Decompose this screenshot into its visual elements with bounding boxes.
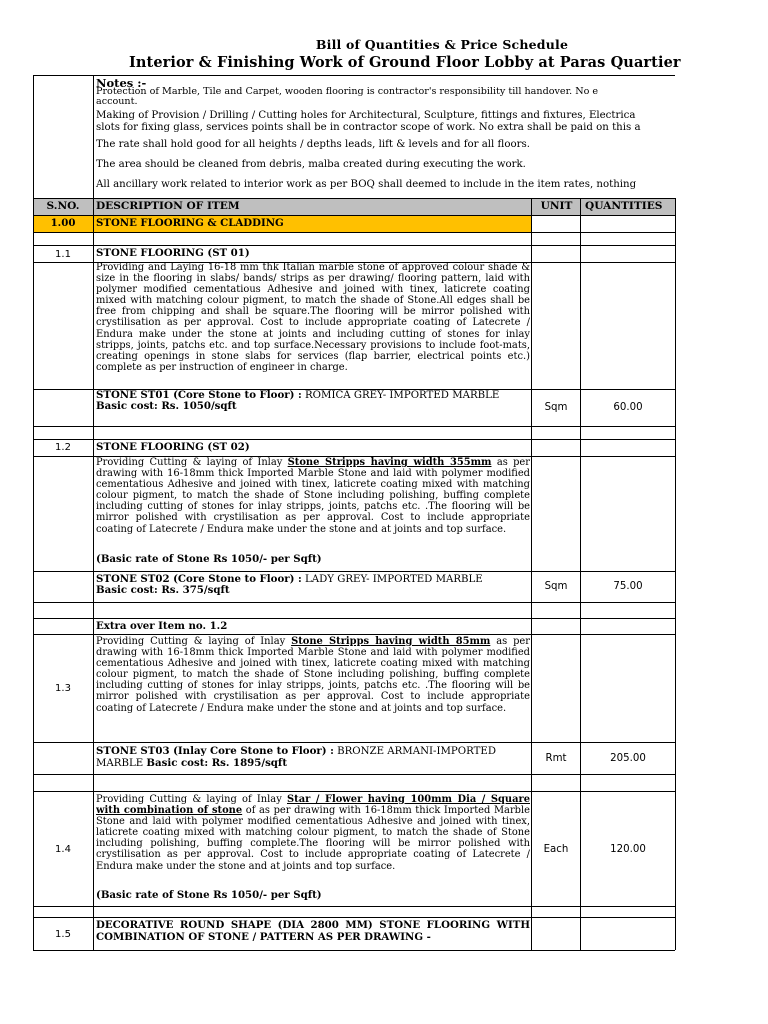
notes-heading: Notes :- [96, 76, 147, 90]
item-description: DECORATIVE ROUND SHAPE (DIA 2800 MM) STONE FLOORING WITH COMBINATION OF STONE / PATTERN AS PER DRAWING - [96, 919, 530, 943]
stone-name: BRONZE ARMANI-IMPORTED MARBLE [96, 746, 497, 769]
item-quantity: 120.00 [610, 844, 646, 855]
note-line: The area should be cleaned from debris, malba created during executing the work. [96, 159, 526, 170]
inlay-spec: Stone Stripps having width 355mm [287, 457, 492, 468]
item-sno: 1.1 [55, 249, 71, 260]
item-sno: 1.2 [55, 442, 71, 453]
item-quantity: 75.00 [613, 581, 643, 592]
basic-cost: Basic cost: Rs. 1895/sqft [146, 756, 288, 769]
item-unit: Rmt [545, 753, 567, 764]
note-line: All ancillary work related to interior work as per BOQ shall deemed to include in the item rates, nothing [96, 179, 637, 190]
inlay-spec: Stone Stripps having width 85mm [291, 636, 491, 647]
stone-spec [96, 746, 530, 769]
extra-over-label: Extra over Item no. 1.2 [96, 620, 228, 632]
section-title: STONE FLOORING & CLADDING [96, 217, 284, 229]
stone-spec [96, 390, 530, 412]
header-quantities: QUANTITIES [585, 200, 663, 212]
stone-spec [96, 574, 530, 596]
item-unit: Sqm [544, 581, 568, 592]
item-description: Providing Cutting & laying of Inlay Stone Stripps having width 85mm as per drawing with 16-18mm thick Imported Marble Stone and laid with polymer modified cementatious Adhesive and joined with tinex, laticrete coating mixed with matching colour pigment, to match the shade of Stone including polishing, buffing complete including cutting of stones for inlay stripps, joints, patchs etc. .The flooring will be mirror polished with crystilisation as per approval. Cost to include appropriate coating of Latecrete / Endura make under the stone and at joints and top surface. [96, 636, 530, 714]
item-description: Providing Cutting & laying of Inlay Star / Flower having 100mm Dia / Square with combination of stone of as per drawing with 16-18mm thick Imported Marble Stone and laid with polymer modified cementatious Adhesive and joined with tinex, laticrete coating mixed with matching colour pigment, to match the shade of Stone including polishing, buffing complete.The flooring will be mirror polished with crystilisation as per approval. Cost to include appropriate coating of Latecrete / Endura make under the stone and at joints and top surface. [96, 794, 530, 872]
item-unit: Each [543, 844, 569, 855]
item-sno: 1.4 [55, 844, 71, 855]
header-unit: UNIT [540, 200, 573, 212]
notes-block [33, 75, 675, 199]
document-title: Bill of Quantities & Price Schedule [315, 37, 569, 52]
item-sno: 1.5 [55, 929, 71, 940]
item-quantity: 60.00 [613, 402, 643, 413]
document-subtitle: Interior & Finishing Work of Ground Floor Lobby at Paras Quartier [129, 54, 681, 71]
stone-code: STONE ST03 (Inlay Core Stone to Floor) : [96, 745, 334, 757]
stone-code: STONE ST02 (Core Stone to Floor) : [96, 573, 302, 585]
item-description: Providing Cutting & laying of Inlay Stone Stripps having width 355mm as per drawing with 16-18mm thick Imported Marble Stone and laid with polymer modified cementatious Adhesive and joined with tinex, laticrete coating mixed with matching colour pigment, to match the shade of Stone including polishing, buffing complete including cutting of stones for inlay stripps, joints, patchs etc. .The flooring will be mirror polished with crystilisation as per approval. Cost to include appropriate coating of Latecrete / Endura make under the stone and at joints and top surface. [96, 457, 530, 535]
header-sno: S.NO. [46, 200, 80, 212]
note-line: The rate shall hold good for all heights / depths leads, lift & levels and for all floors. [96, 139, 530, 150]
item-unit: Sqm [544, 402, 568, 413]
basic-rate: (Basic rate of Stone Rs 1050/- per Sqft) [96, 889, 322, 901]
section-sno: 1.00 [50, 217, 76, 229]
item-sno: 1.3 [55, 683, 71, 694]
note-line: Protection of Marble, Tile and Carpet, wooden flooring is contractor's responsibility till handover. No e [96, 86, 599, 97]
item-title: STONE FLOORING (ST 01) [96, 247, 250, 259]
stone-code: STONE ST01 (Core Stone to Floor) : [96, 389, 302, 401]
note-line: account. [96, 96, 138, 107]
basic-cost: Basic cost: Rs. 375/sqft [96, 584, 230, 596]
item-title: STONE FLOORING (ST 02) [96, 441, 250, 453]
header-description: DESCRIPTION OF ITEM [96, 200, 240, 212]
item-description: Providing and Laying 16-18 mm thk Italian marble stone of approved colour shade & size in the flooring in slabs/ bands/ strips as per drawing/ flooring pattern, laid with polymer modified cementatious Adhesive and joined with tinex, laticrete coating mixed with matching colour pigment, to match the shade of Stone.All edges shall be free from chipping and shall be square.The flooring will be mirror polished with crystilisation as per approval. Cost to include appropriate coating of Latecrete / Endura make under the stone at joints and including cutting of stones for inlay stripps, joints, patchs etc. and top surface.Necessary provisions to include foot-mats, creating openings in stone slabs for services (flap barrier, electrical points etc.) complete as per instruction of engineer in charge. [96, 262, 530, 373]
stone-name: ROMICA GREY- IMPORTED MARBLE [305, 390, 500, 401]
stone-name: LADY GREY- IMPORTED MARBLE [305, 574, 483, 585]
inlay-spec: Star / Flower having 100mm Dia / Square with combination of stone [96, 794, 530, 817]
basic-rate: (Basic rate of Stone Rs 1050/- per Sqft) [96, 553, 322, 565]
basic-cost: Basic cost: Rs. 1050/sqft [96, 400, 237, 412]
note-line: slots for fixing glass, services points shall be in contractor scope of work. No extra shall be paid on this a [96, 122, 641, 133]
note-line: Making of Provision / Drilling / Cutting holes for Architectural, Sculpture, fittings and fixtures, Electrica [96, 110, 636, 121]
item-quantity: 205.00 [610, 753, 646, 764]
